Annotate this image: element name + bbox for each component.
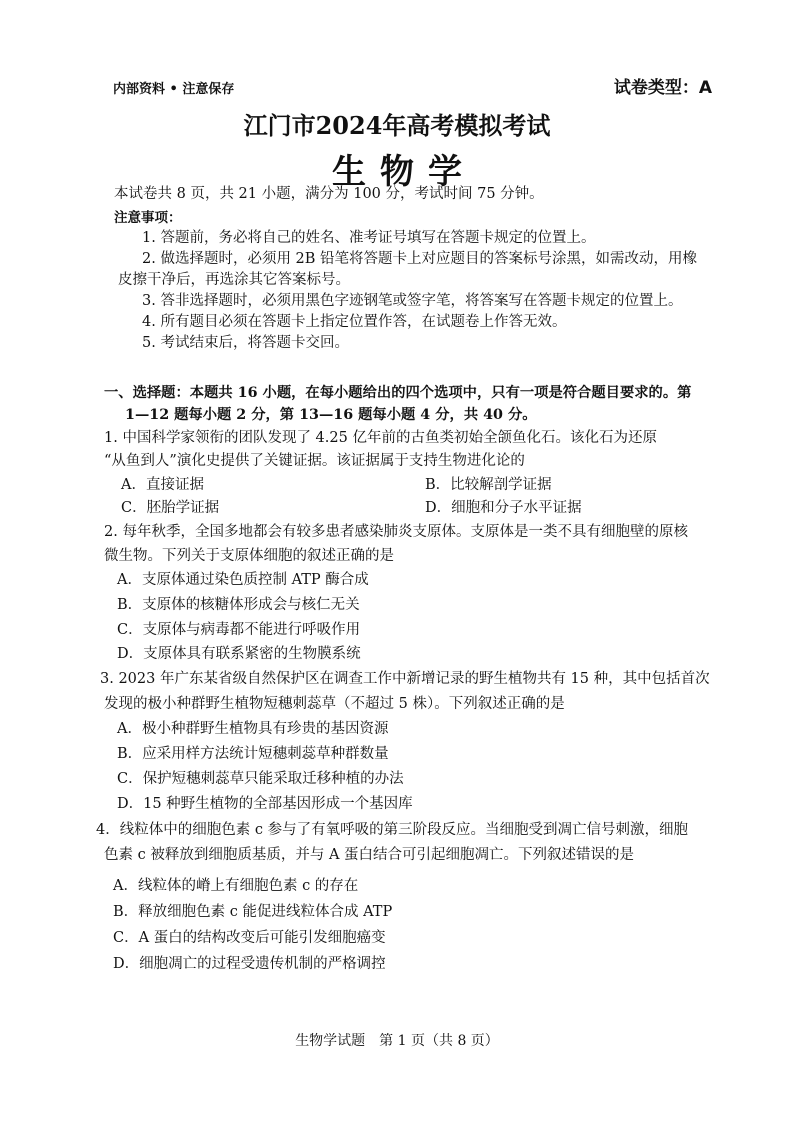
question-2-option-b: B．支原体的核糖体形成会与核仁无关 xyxy=(117,597,360,613)
question-4-option-c: C．A 蛋白的结构改变后可能引发细胞癌变 xyxy=(113,930,386,946)
notice-item: 2. 做选择题时，必须用 2B 铅笔将答题卡上对应题目的答案标号涂黑，如需改动，用橡 xyxy=(142,251,698,267)
question-4-option-d: D．细胞凋亡的过程受遗传机制的严格调控 xyxy=(113,956,386,972)
question-3-stem: 3. 2023 年广东某省级自然保护区在调查工作中新增记录的野生植物共有 15 种，其中包括首次 xyxy=(100,671,710,687)
section-heading-continued: 1—12 题每小题 2 分，第 13—16 题每小题 4 分，共 40 分。 xyxy=(125,407,537,423)
notice-item: 1. 答题前，务必将自己的姓名、准考证号填写在答题卡规定的位置上。 xyxy=(142,230,596,246)
notice-heading: 注意事项： xyxy=(114,210,182,226)
question-3-stem-continued: 发现的极小种群野生植物短穗刺蕊草（不超过 5 株）。下列叙述正确的是 xyxy=(104,696,565,712)
notice-item: 3. 答非选择题时，必须用黑色字迹钢笔或签字笔，将答案写在答题卡规定的位置上。 xyxy=(142,293,683,309)
question-3-option-d: D．15 种野生植物的全部基因形成一个基因库 xyxy=(117,796,413,812)
notice-item-continued: 皮擦干净后，再选涂其它答案标号。 xyxy=(118,272,350,288)
question-3-option-c: C．保护短穗刺蕊草只能采取迁移种植的办法 xyxy=(117,771,404,787)
question-2-stem-continued: 微生物。下列关于支原体细胞的叙述正确的是 xyxy=(104,548,394,564)
question-3-option-a: A．极小种群野生植物具有珍贵的基因资源 xyxy=(117,721,389,737)
question-1-option-c: C．胚胎学证据 xyxy=(121,500,220,516)
exam-intro: 本试卷共 8 页，共 21 小题，满分为 100 分，考试时间 75 分钟。 xyxy=(114,186,544,202)
question-1-stem-continued: “从鱼到人”演化史提供了关键证据。该证据属于支持生物进化论的 xyxy=(104,453,525,469)
question-2-option-d: D．支原体具有联系紧密的生物膜系统 xyxy=(117,646,361,662)
question-4-option-a: A．线粒体的嵴上有细胞色素 c 的存在 xyxy=(113,878,359,894)
notice-item: 4. 所有题目必须在答题卡上指定位置作答，在试题卷上作答无效。 xyxy=(142,314,567,330)
question-4-stem-continued: 色素 c 被释放到细胞质基质，并与 A 蛋白结合可引起细胞凋亡。下列叙述错误的是 xyxy=(104,847,635,863)
question-1-option-d: D．细胞和分子水平证据 xyxy=(425,500,582,516)
question-1-option-b: B．比较解剖学证据 xyxy=(425,477,552,493)
page-footer: 生物学试题 第 1 页（共 8 页） xyxy=(295,1033,499,1049)
question-2-option-c: C．支原体与病毒都不能进行呼吸作用 xyxy=(117,622,361,638)
notice-item: 5. 考试结束后，将答题卡交回。 xyxy=(142,335,349,351)
question-1-stem: 1. 中国科学家领衔的团队发现了 4.25 亿年前的古鱼类初始全颌鱼化石。该化石为还原 xyxy=(104,430,657,446)
question-1-option-a: A．直接证据 xyxy=(121,477,204,493)
question-3-option-b: B．应采用样方法统计短穗刺蕊草种群数量 xyxy=(117,746,389,762)
paper-type-label: 试卷类型：A xyxy=(613,78,712,98)
question-4-option-b: B．释放细胞色素 c 能促进线粒体合成 ATP xyxy=(113,904,393,920)
exam-title: 江门市2024年高考模拟考试 xyxy=(243,111,551,140)
question-4-stem: 4．线粒体中的细胞色素 c 参与了有氧呼吸的第三阶段反应。当细胞受到凋亡信号刺激，细胞 xyxy=(96,822,689,838)
question-2-option-a: A．支原体通过染色质控制 ATP 酶合成 xyxy=(117,572,369,588)
section-heading: 一、选择题：本题共 16 小题，在每小题给出的四个选项中，只有一项是符合题目要求的。第 xyxy=(104,385,692,401)
question-2-stem: 2. 每年秋季，全国多地都会有较多患者感染肺炎支原体。支原体是一类不具有细胞壁的原核 xyxy=(104,524,688,540)
confidential-label: 内部资料 • 注意保存 xyxy=(113,82,235,97)
subject-title: 生物学 xyxy=(332,152,476,192)
